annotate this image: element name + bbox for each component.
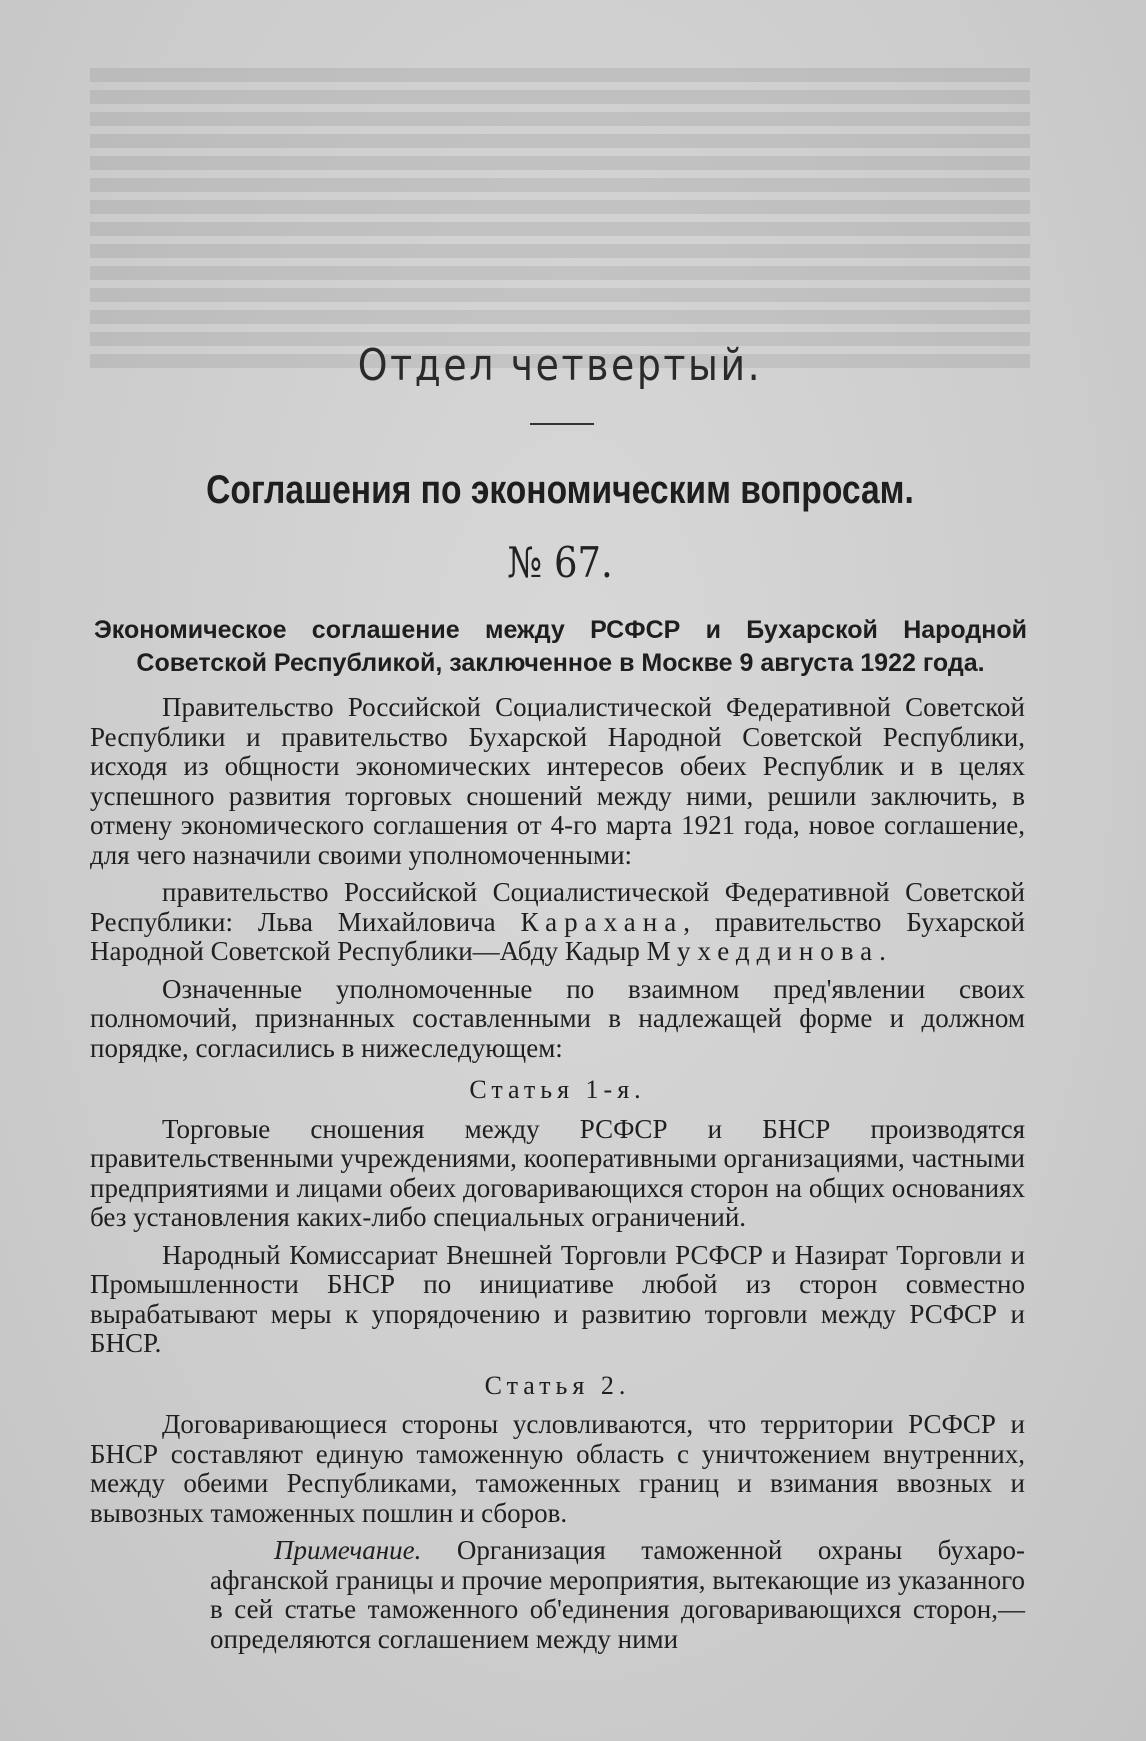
note-text: Организация таможенной охраны бухаро-афганской границы и прочие мероприятия, вытекающие из указанного в сей статье таможенного об'единения договаривающихся сторон,—определяются соглашением между ними [210, 1535, 1025, 1654]
note-label: Примечание. [274, 1535, 422, 1565]
document-page [90, 0, 1030, 1741]
plenipotentiaries-text-1: правительство Российской Социалистической Федеративной Советской Республики: Льва Михайловича [90, 877, 1025, 937]
plenipotentiaries-text-2: , правительство Бухарской Народной Советской Республики—Абду Кадыр [90, 906, 1025, 966]
plenipotentiary-name-2: Мухеддинова [646, 936, 880, 966]
section-title: Отдел четвертый. [357, 340, 763, 391]
section-heading: Соглашения по экономическим вопросам. [206, 468, 914, 512]
article-1-paragraph-1: Торговые сношения между РСФСР и БНСР производятся правительственными учреждениями, кооперативными организациями, частными предприятиями и лицами обеих договаривающихся сторон на общих основаниях без установления каких-либо специальных ограничений. [90, 1113, 1025, 1232]
plenipotentiaries-paragraph [90, 878, 1025, 967]
article-1-heading: Статья 1-я. [469, 1075, 646, 1104]
title-divider [530, 423, 594, 425]
document-title: Экономическое соглашение между РСФСР и Бухарской Народной Советской Республикой, заключенное в Москве 9 августа 1922 года. [94, 616, 1027, 677]
document-body [90, 693, 1025, 1654]
plenipotentiary-name-1: Карахана [520, 906, 684, 937]
article-2-heading: Статья 2. [484, 1370, 631, 1400]
document-number: № 67. [507, 538, 613, 587]
article-2-paragraph-1: Договаривающиеся стороны условливаются, что территории РСФСР и БНСР составляют единую таможенную область с уничтожением внутренних, между обеими Республиками, таможенных границ и взимания ввозных и вывозных таможенных пошлин и сборов. [90, 1409, 1025, 1528]
article-1-paragraph-2: Народный Комиссариат Внешней Торговли РСФСР и Назират Торговли и Промышленности БНСР по инициативе любой из сторон совместно вырабатывают меры к упорядочению и развитию торговли между РСФСР и БНСР. [90, 1239, 1025, 1358]
plenipotentiaries-text-3: . [879, 936, 886, 966]
article-2-note [210, 1536, 1025, 1654]
note-paragraph [210, 1536, 1025, 1654]
agreement-paragraph: Означенные уполномоченные по взаимном пред'явлении своих полномочий, признанных составленными в надлежащей форме и должном порядке, согласились в нижеследующем: [90, 973, 1025, 1063]
preamble-paragraph: Правительство Российской Социалистической Федеративной Советской Республики и правительство Бухарской Народной Советской Республики, исходя из общности экономических интересов обеих Республик и в целях успешного развития торговых сношений между ними, решили заключить, в отмену экономического соглашения от 4-го марта 1921 года, новое соглашение, для чего назначили своими уполномоченными: [90, 692, 1025, 870]
